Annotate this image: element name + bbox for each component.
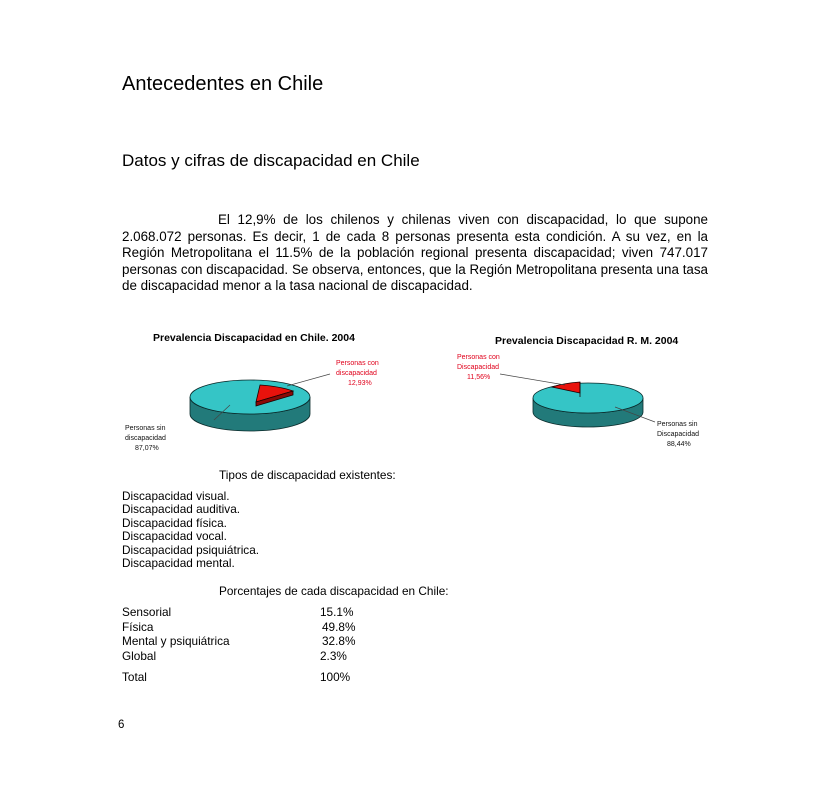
section-title: Datos y cifras de discapacidad en Chile (122, 151, 420, 170)
chart-1-label-with-line2: discapacidad (336, 370, 377, 377)
chart-1-label-with-value: 12,93% (348, 380, 372, 387)
page-number: 6 (118, 719, 125, 731)
chart-2-label-without (657, 420, 699, 450)
total-value: 100% (320, 670, 351, 684)
chart-2-label-with-value: 11,56% (467, 374, 491, 381)
chart-2-label-with (457, 353, 500, 383)
type-item: Discapacidad mental. (122, 556, 235, 571)
type-item: Discapacidad auditiva. (122, 502, 241, 517)
type-item: Discapacidad vocal. (122, 529, 227, 544)
pct-value: 49.8% (322, 620, 356, 634)
type-item: Discapacidad física. (122, 515, 227, 530)
type-item: Discapacidad psiquiátrica. (122, 542, 260, 557)
chart-1-label-without-line1: Personas sin (125, 425, 166, 432)
chart-2-label-without-line2: Discapacidad (657, 431, 700, 438)
pct-label: Física (122, 620, 154, 634)
intro-paragraph-text: El 12,9% de los chilenos y chilenas viven con discapacidad, lo que supone 2.068.072 personas. Es decir, 1 de cada 8 personas presenta esta condición. A su vez, en la Región Metropolitana el 11.5% de la población regional presenta discapacidad; viven 747.017 personas con discapacidad. Se observa, entonces, que la Región Metropolitana presenta una tasa de discapacidad menor a la tasa nacional de discapacidad. (122, 212, 708, 294)
percentages-heading: Porcentajes de cada discapacidad en Chile: (219, 584, 449, 598)
pct-label: Global (122, 649, 157, 663)
total-label: Total (122, 670, 147, 684)
chart-1-label-with-line1: Personas con (336, 360, 379, 367)
pct-label: Mental y psiquiátrica (122, 634, 230, 648)
chart-1-label-without-value: 87,07% (135, 445, 159, 452)
types-list (122, 490, 259, 570)
chart-1-label-without-line2: discapacidad (125, 435, 166, 442)
chart-2-title: Prevalencia Discapacidad R. M. 2004 (495, 335, 679, 347)
chart-2-label-with-line1: Personas con (457, 354, 500, 361)
pct-value: 15.1% (320, 605, 354, 619)
types-heading: Tipos de discapacidad existentes: (219, 468, 396, 482)
chart-2-label-without-line1: Personas sin (657, 421, 698, 428)
page-title: Antecedentes en Chile (122, 73, 324, 95)
pct-value: 2.3% (320, 649, 347, 663)
chart-1-title: Prevalencia Discapacidad en Chile. 2004 (153, 332, 355, 344)
pct-value: 32.8% (322, 634, 356, 648)
pct-label: Sensorial (122, 605, 172, 619)
chart-2-label-with-line2: Discapacidad (457, 364, 500, 371)
type-item: Discapacidad visual. (122, 489, 230, 503)
chart-2-label-without-value: 88,44% (667, 441, 691, 448)
